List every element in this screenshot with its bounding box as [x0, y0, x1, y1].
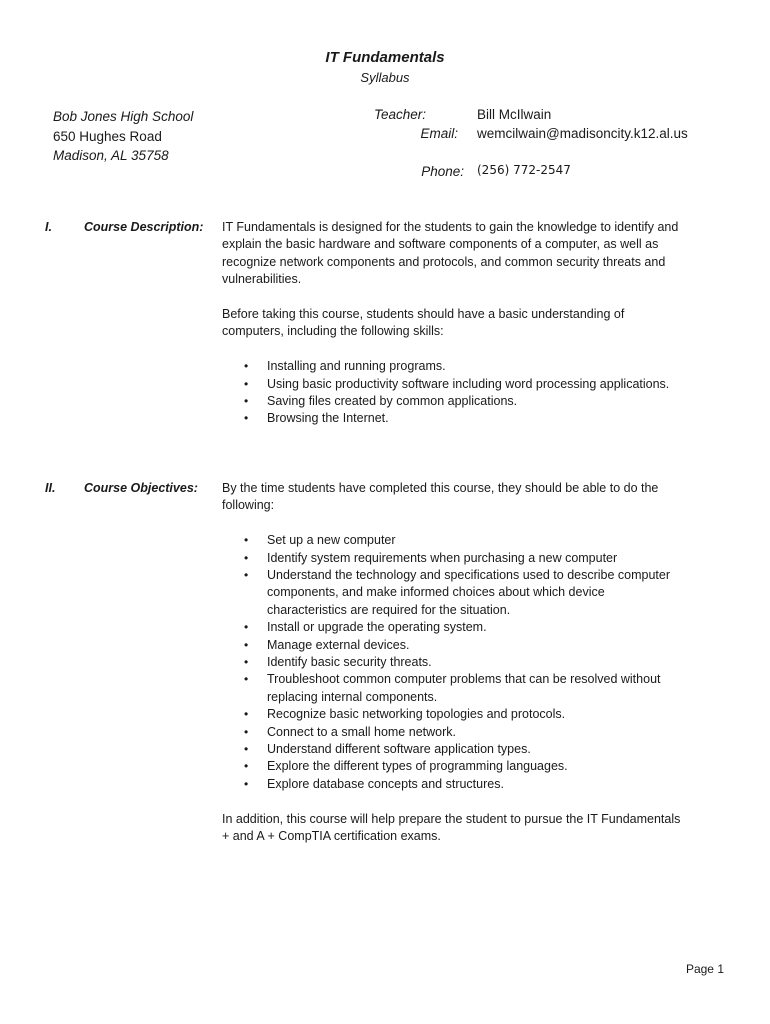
- section-title: Course Objectives:: [84, 481, 198, 495]
- section-title: Course Description:: [84, 220, 204, 234]
- email-address: wemcilwain@madisoncity.k12.al.us: [477, 126, 688, 141]
- list-item: • Installing and running programs.: [222, 358, 682, 375]
- bullet-icon: •: [244, 742, 249, 757]
- bullet-icon: •: [244, 394, 249, 409]
- school-address-block: [53, 107, 193, 166]
- document-subtitle: Syllabus: [360, 70, 410, 85]
- description-paragraph: IT Fundamentals is designed for the students to gain the knowledge to identify and explain the basic hardware and software components of a computer, as well as recognize network components and protocols, and common security threats and vulnerabilities.: [222, 220, 679, 287]
- list-item: • Understand the technology and specifications used to describe computer components, and make informed choices about which device characteristics are required for the situation.: [244, 568, 671, 617]
- list-item: • Set up a new computer: [222, 532, 682, 549]
- bullet-icon: •: [244, 376, 249, 391]
- school-city: Madison, AL 35758: [53, 148, 169, 163]
- bullet-icon: •: [244, 568, 249, 583]
- bullet-icon: •: [244, 533, 249, 548]
- bullet-icon: •: [244, 637, 249, 652]
- phone-label: Phone:: [421, 164, 464, 179]
- list-item: • Troubleshoot common computer problems that can be resolved without replacing internal components.: [244, 672, 661, 704]
- bullet-icon: •: [244, 672, 249, 687]
- email-label: Email:: [420, 126, 458, 141]
- list-item: • Identify basic security threats.: [222, 654, 682, 671]
- list-item: • Connect to a small home network.: [222, 724, 682, 741]
- list-item: • Understand different software application types.: [222, 741, 682, 758]
- list-item: • Manage external devices.: [222, 637, 682, 654]
- list-item: • Explore database concepts and structures.: [222, 776, 682, 793]
- prerequisite-paragraph: Before taking this course, students should have a basic understanding of computers, including the following skills:: [222, 307, 625, 339]
- school-street: 650 Hughes Road: [53, 128, 162, 144]
- course-objectives: [222, 480, 682, 846]
- bullet-icon: •: [244, 620, 249, 635]
- bullet-icon: •: [244, 359, 249, 374]
- teacher-name: Bill McIlwain: [477, 107, 552, 122]
- school-name: Bob Jones High School: [53, 109, 194, 124]
- prerequisite-list: [222, 358, 682, 428]
- bullet-icon: •: [244, 655, 249, 670]
- teacher-label: Teacher:: [373, 107, 426, 122]
- list-item: • Identify system requirements when purchasing a new computer: [222, 550, 682, 567]
- list-item: • Saving files created by common applications.: [222, 393, 682, 410]
- page-number: Page 1: [685, 962, 724, 976]
- course-description: [222, 219, 682, 428]
- document-title: IT Fundamentals: [325, 49, 445, 66]
- objectives-list: [222, 532, 682, 793]
- list-item: • Explore the different types of programming languages.: [222, 758, 682, 775]
- objectives-intro: By the time students have completed this course, they should be able to do the following:: [222, 481, 659, 513]
- bullet-icon: •: [244, 776, 249, 791]
- section-number: I.: [45, 220, 52, 234]
- bullet-icon: •: [244, 724, 249, 739]
- bullet-icon: •: [244, 411, 249, 426]
- list-item: • Using basic productivity software including word processing applications.: [222, 376, 682, 393]
- phone-number: (256) 772-2547: [477, 163, 571, 177]
- list-item: • Install or upgrade the operating system.: [222, 619, 682, 636]
- bullet-icon: •: [244, 550, 249, 565]
- certification-paragraph: In addition, this course will help prepare the student to pursue the IT Fundamentals + and A + CompTIA certification exams.: [222, 811, 681, 844]
- list-item: • Browsing the Internet.: [222, 410, 682, 427]
- list-item: • Recognize basic networking topologies and protocols.: [222, 706, 682, 723]
- bullet-icon: •: [244, 759, 249, 774]
- section-number: II.: [45, 481, 56, 495]
- bullet-icon: •: [244, 707, 249, 722]
